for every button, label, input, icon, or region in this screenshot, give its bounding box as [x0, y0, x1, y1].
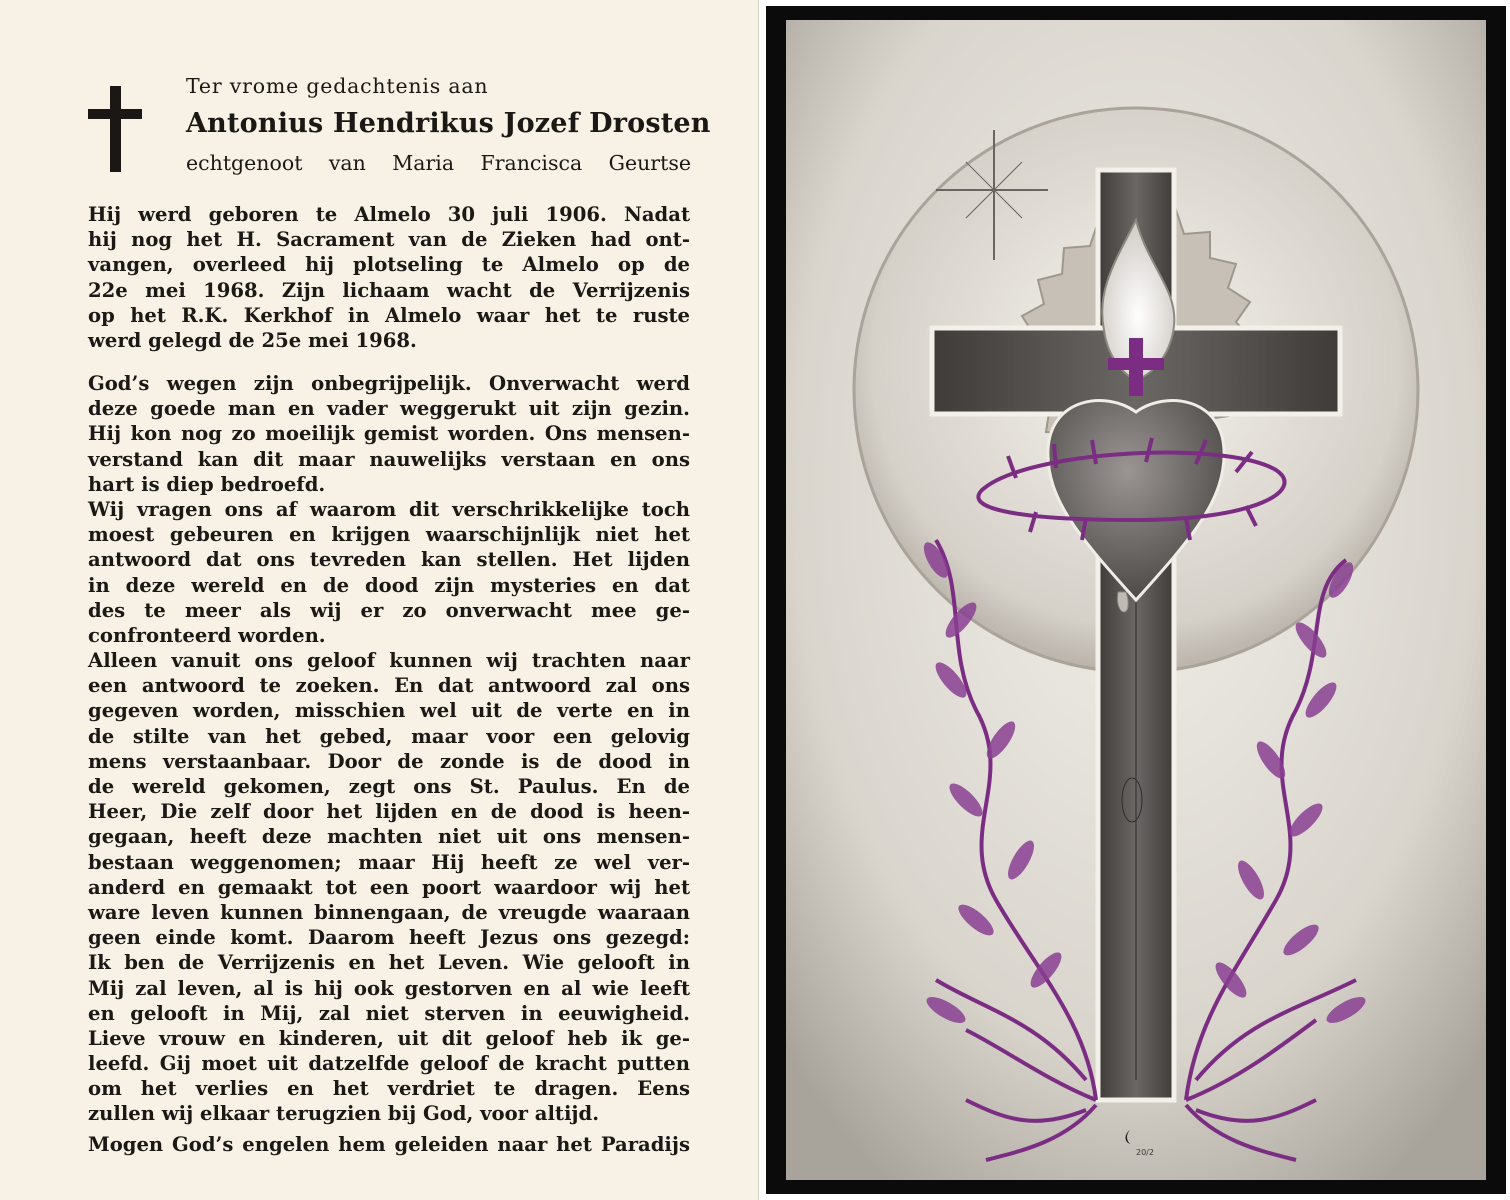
- text-line: hart is diep bedroefd.: [88, 472, 326, 496]
- print-code: 20/2: [1136, 1148, 1154, 1157]
- text-line: mens verstaanbaar. Door de zonde is de dood in: [88, 749, 690, 773]
- text-line: Ik ben de Verrijzenis en het Leven. Wie gelooft in: [88, 951, 690, 975]
- text-line: moest gebeuren en krijgen waarschijnlijk niet het: [88, 523, 690, 547]
- text-line: gegeven worden, misschien wel uit de verte en in: [88, 699, 690, 723]
- text-line: des te meer als wij er zo onverwacht mee ge-: [88, 598, 690, 622]
- text-line: zullen wij elkaar terugzien bij God, voor altijd.: [88, 1102, 600, 1126]
- text-line: de wereld gekomen, zegt ons St. Paulus. En de: [88, 775, 690, 798]
- text-line: verstand kan dit maar nauwelijks verstaan en ons: [88, 447, 690, 471]
- text-line: God’s wegen zijn onbegrijpelijk. Onverwacht werd: [88, 372, 690, 395]
- text-line: in deze wereld en de dood zijn mysteries en dat: [88, 573, 690, 597]
- text-line: om het verlies en het verdriet te dragen. Eens: [88, 1077, 690, 1101]
- illustration-canvas: [786, 20, 1486, 1180]
- text-line: Wij vragen ons af waarom dit verschrikkelijke toch: [88, 497, 690, 521]
- text-line: ware leven kunnen binnengaan, de vreugde waaraan: [88, 900, 690, 924]
- text-line: Alleen vanuit ons geloof kunnen wij trachten naar: [88, 649, 690, 673]
- text-line: leefd. Gij moet uit datzelfde geloof de kracht putten: [88, 1052, 690, 1076]
- text-line: Mogen God’s engelen hem geleiden naar het Paradijs: [88, 1133, 690, 1156]
- text-line: confronteerd worden.: [88, 623, 326, 647]
- deceased-name: Antonius Hendrikus Jozef Drosten: [186, 108, 711, 139]
- text-line: deze goede man en vader weggerukt uit zijn gezin.: [88, 397, 690, 421]
- text-line: 22e mei 1968. Zijn lichaam wacht de Verrijzenis: [88, 278, 690, 302]
- text-line: hij nog het H. Sacrament van de Zieken had ont-: [88, 228, 690, 252]
- text-line: werd gelegd de 25e mei 1968.: [88, 328, 417, 352]
- cross-icon: [88, 86, 142, 174]
- text-line: Mij zal leven, al is hij ook gestorven en al wie leeft: [88, 976, 690, 1000]
- text-line: vangen, overleed hij plotseling te Almelo op de: [88, 253, 690, 277]
- text-line: op het R.K. Kerkhof in Almelo waar het te ruste: [88, 303, 690, 327]
- text-line: bestaan weggenomen; maar Hij heeft ze wel ver-: [88, 850, 690, 874]
- sacred-heart-illustration: [786, 20, 1486, 1180]
- text-line: en gelooft in Mij, zal niet sterven in eeuwigheid.: [88, 1001, 690, 1025]
- text-line: Heer, Die zelf door het lijden en de dood is heen-: [88, 800, 690, 824]
- text-line: gegaan, heeft deze machten niet uit ons mensen-: [88, 825, 690, 849]
- text-line: Hij werd geboren te Almelo 30 juli 1906. Nadat: [88, 203, 690, 226]
- dedication-line: Ter vrome gedachtenis aan: [186, 74, 489, 98]
- text-line: antwoord dat ons tevreden kan stellen. Het lijden: [88, 548, 690, 572]
- text-line: Hij kon nog zo moeilijk gemist worden. Ons mensen-: [88, 422, 690, 446]
- closing-prayer: [88, 1132, 690, 1157]
- spouse-line: echtgenoot van Maria Francisca Geurtse: [186, 151, 691, 175]
- text-line: de stilte van het gebed, maar voor een gelovig: [88, 724, 690, 748]
- biography-paragraph: [88, 202, 690, 353]
- text-line: geen einde komt. Daarom heeft Jezus ons gezegd:: [88, 926, 690, 950]
- reflection-paragraph: [88, 371, 690, 1127]
- text-line: anderd en gemaakt tot een poort waardoor wij het: [88, 875, 690, 899]
- text-line: Lieve vrouw en kinderen, uit dit geloof heb ik ge-: [88, 1026, 690, 1050]
- text-line: een antwoord te zoeken. En dat antwoord zal ons: [88, 674, 690, 698]
- memorial-card-picture-side: [766, 6, 1506, 1194]
